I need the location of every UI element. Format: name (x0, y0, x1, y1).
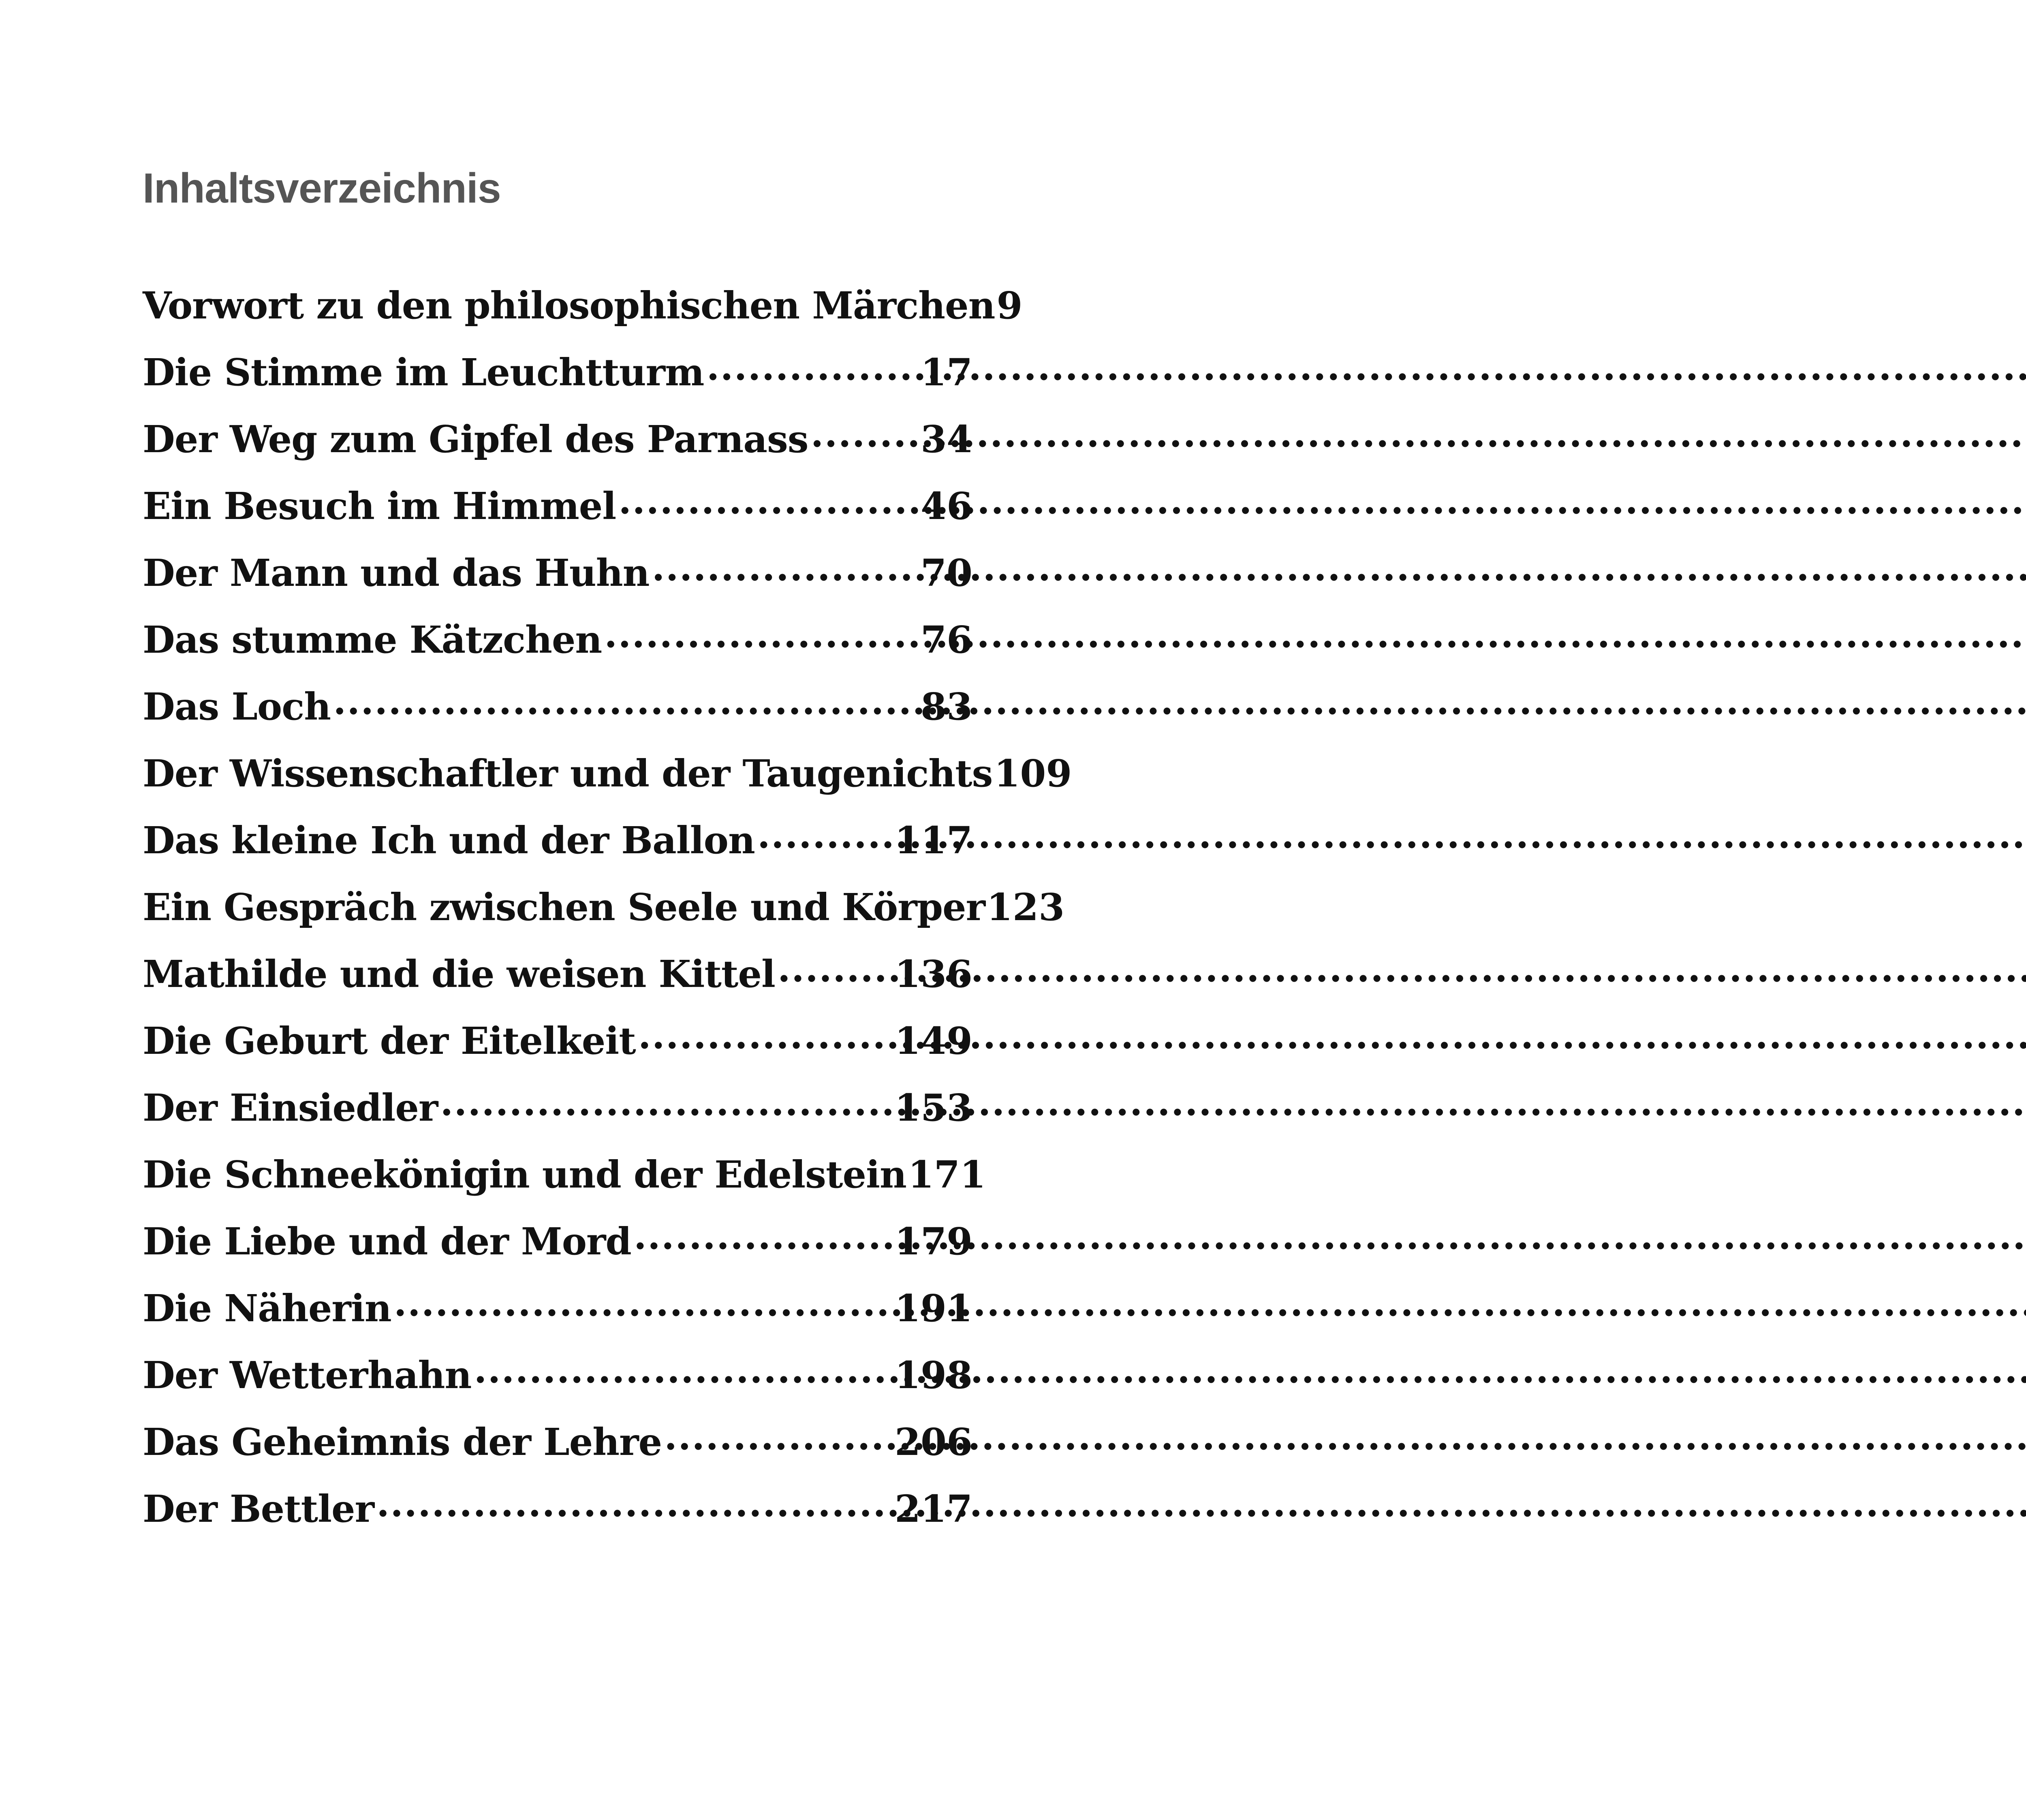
dot-leader (438, 1083, 893, 1121)
toc-entry-page: 198 (894, 1353, 972, 1397)
toc-entry-title: Die Stimme im Leuchtturm (143, 350, 704, 394)
toc-entry-page: 179 (894, 1220, 972, 1263)
toc-entry-title: Der Einsiedler (143, 1086, 438, 1130)
toc-entry-title: Ein Besuch im Himmel (143, 484, 616, 528)
toc-entry-page: 149 (894, 1019, 972, 1063)
toc-entry-page: 191 (894, 1286, 972, 1330)
toc-entry-page: 153 (894, 1086, 972, 1130)
dot-leader (808, 415, 919, 452)
toc-entry (143, 740, 1072, 807)
toc-entry-page: 76 (920, 618, 972, 662)
toc-entry (143, 1008, 972, 1074)
toc-entry-page: 123 (987, 885, 1065, 929)
dot-leader (704, 348, 919, 385)
toc-entry-title: Mathilde und die weisen Kittel (143, 952, 775, 996)
toc-entry (143, 1476, 972, 1542)
toc-entry (143, 339, 972, 406)
toc-entry (143, 874, 1065, 941)
dot-leader (636, 1017, 893, 1054)
toc-entry-page: 171 (908, 1153, 986, 1196)
dot-leader (374, 1485, 893, 1522)
toc-entry (143, 1409, 972, 1476)
dot-leader (602, 615, 919, 653)
toc-entry (143, 1342, 972, 1409)
toc-entry-page: 217 (894, 1487, 972, 1531)
toc-entry-page: 17 (920, 350, 972, 394)
toc-entry-page: 46 (920, 484, 972, 528)
dot-leader (775, 950, 893, 987)
toc-heading: Inhaltsverzeichnis (143, 165, 501, 212)
toc-entry (143, 1141, 986, 1208)
toc-entry-page: 70 (920, 551, 972, 595)
toc-entry (143, 1208, 972, 1275)
toc-entry-title: Das Geheimnis der Lehre (143, 1420, 662, 1464)
dot-leader (331, 682, 919, 720)
dot-leader (471, 1351, 893, 1388)
toc-entry (143, 1074, 972, 1141)
dot-leader (616, 482, 919, 519)
toc-entry-page: 117 (894, 818, 972, 862)
toc-entry-page: 83 (920, 685, 972, 728)
dot-leader (650, 549, 919, 586)
toc-entry-title: Der Mann und das Huhn (143, 551, 650, 595)
toc-entry (143, 1275, 972, 1342)
toc-entry-page: 9 (996, 284, 1023, 327)
toc-entry (143, 941, 972, 1008)
toc-entry-page: 206 (894, 1420, 972, 1464)
toc-entry-title: Vorwort zu den philosophischen Märchen (143, 284, 995, 327)
toc-entry-title: Der Weg zum Gipfel des Parnass (143, 417, 808, 461)
dot-leader (755, 816, 893, 853)
toc-entry-title: Die Näherin (143, 1286, 391, 1330)
toc-entry-page: 109 (994, 752, 1072, 795)
toc-entry (143, 807, 972, 874)
toc-entry-title: Der Bettler (143, 1487, 374, 1531)
toc-entry-page: 136 (894, 952, 972, 996)
toc-entry (143, 673, 972, 740)
toc-entry-title: Die Liebe und der Mord (143, 1220, 631, 1263)
toc-entry-title: Ein Gespräch zwischen Seele und Körper (143, 885, 985, 929)
toc-entry-title: Das kleine Ich und der Ballon (143, 818, 755, 862)
toc-entry-title: Der Wissenschaftler und der Taugenichts (143, 752, 993, 795)
toc-entry (143, 607, 972, 673)
dot-leader (391, 1284, 893, 1321)
dot-leader (631, 1217, 893, 1254)
toc-entry-title: Die Geburt der Eitelkeit (143, 1019, 636, 1063)
toc-entry-title: Die Schneekönigin und der Edelstein (143, 1153, 906, 1196)
toc-entry (143, 473, 972, 540)
toc-entry (143, 272, 1023, 339)
toc-entry-title: Das stumme Kätzchen (143, 618, 602, 662)
toc-entry (143, 406, 972, 473)
dot-leader (662, 1418, 893, 1455)
toc-entry-title: Der Wetterhahn (143, 1353, 472, 1397)
toc-entry-title: Das Loch (143, 685, 331, 728)
toc-entry-page: 34 (920, 417, 972, 461)
table-of-contents (143, 272, 1072, 1542)
toc-entry (143, 540, 972, 607)
